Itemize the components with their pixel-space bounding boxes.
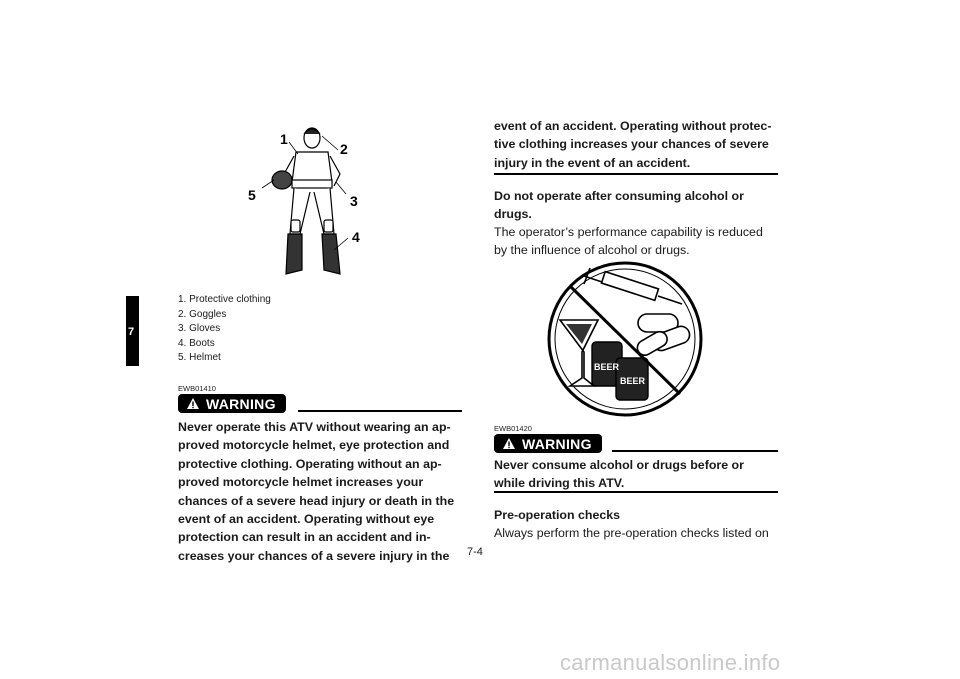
- warning-line: creases your chances of a severe injury in the: [178, 548, 450, 563]
- callout-4: 4: [352, 229, 360, 245]
- rider-illustration: [244, 122, 372, 290]
- beer-label-2: BEER: [620, 376, 646, 386]
- callout-3: 3: [350, 193, 358, 209]
- warning-line: protective clothing. Operating without an ap-: [178, 456, 442, 471]
- alcohol-heading-line: Do not operate after consuming alcohol or: [494, 189, 744, 203]
- alcohol-body-line: The operator’s performance capability is reduced: [494, 225, 763, 239]
- warning-line: proved motorcycle helmet, eye protection and: [178, 438, 450, 453]
- watermark: carmanualsonline.info: [560, 650, 781, 675]
- warning-label: WARNING: [522, 435, 592, 452]
- warning-line: while driving this ATV.: [494, 476, 625, 490]
- chapter-number: 7: [128, 326, 135, 338]
- warning-triangle-icon: [502, 437, 516, 450]
- callout-5: 5: [248, 187, 256, 203]
- warning-rule: [612, 450, 778, 452]
- preop-heading: Pre-operation checks: [494, 508, 621, 522]
- caption-item: 1. Protective clothing: [178, 294, 271, 305]
- callout-1: 1: [280, 131, 288, 147]
- warning-code: EWB01410: [178, 384, 216, 393]
- warning-triangle-icon: [186, 397, 200, 410]
- warning-rule: [298, 410, 462, 412]
- caption-item: 2. Goggles: [178, 308, 227, 320]
- warning-label: WARNING: [206, 395, 276, 412]
- figure-captions: [178, 293, 271, 366]
- warning-line: Never consume alcohol or drugs before or: [494, 458, 744, 472]
- warning-line: tive clothing increases your chances of severe: [494, 137, 769, 152]
- warning-badge: [178, 394, 286, 413]
- warning-line: injury in the event of an accident.: [494, 155, 691, 170]
- warning-line: event of an accident. Operating without eye: [178, 512, 435, 526]
- warning-line: proved motorcycle helmet increases your: [178, 475, 424, 490]
- warning-line: Never operate this ATV without wearing an ap-: [178, 420, 451, 434]
- warning-badge: [494, 434, 602, 453]
- caption-item: 4. Boots: [178, 337, 215, 349]
- alcohol-heading-line: drugs.: [494, 207, 532, 221]
- warning-end-rule: [494, 173, 778, 175]
- alcohol-body-line: by the influence of alcohol or drugs.: [494, 243, 690, 257]
- warning-end-rule: [494, 491, 778, 493]
- caption-item: 5. Helmet: [178, 352, 221, 363]
- no-alcohol-drugs-illustration: [544, 258, 706, 420]
- beer-label-1: BEER: [594, 362, 620, 372]
- preop-body: Always perform the pre-operation checks listed on: [494, 526, 769, 540]
- callout-2: 2: [340, 141, 348, 157]
- page-number: 7-4: [467, 546, 483, 558]
- caption-item: 3. Gloves: [178, 323, 221, 334]
- warning-line: event of an accident. Operating without protec-: [494, 119, 772, 133]
- warning-code: EWB01420: [494, 424, 532, 433]
- warning-line: protection can result in an accident and in-: [178, 530, 431, 545]
- warning-line: chances of a severe head injury or death in the: [178, 493, 455, 508]
